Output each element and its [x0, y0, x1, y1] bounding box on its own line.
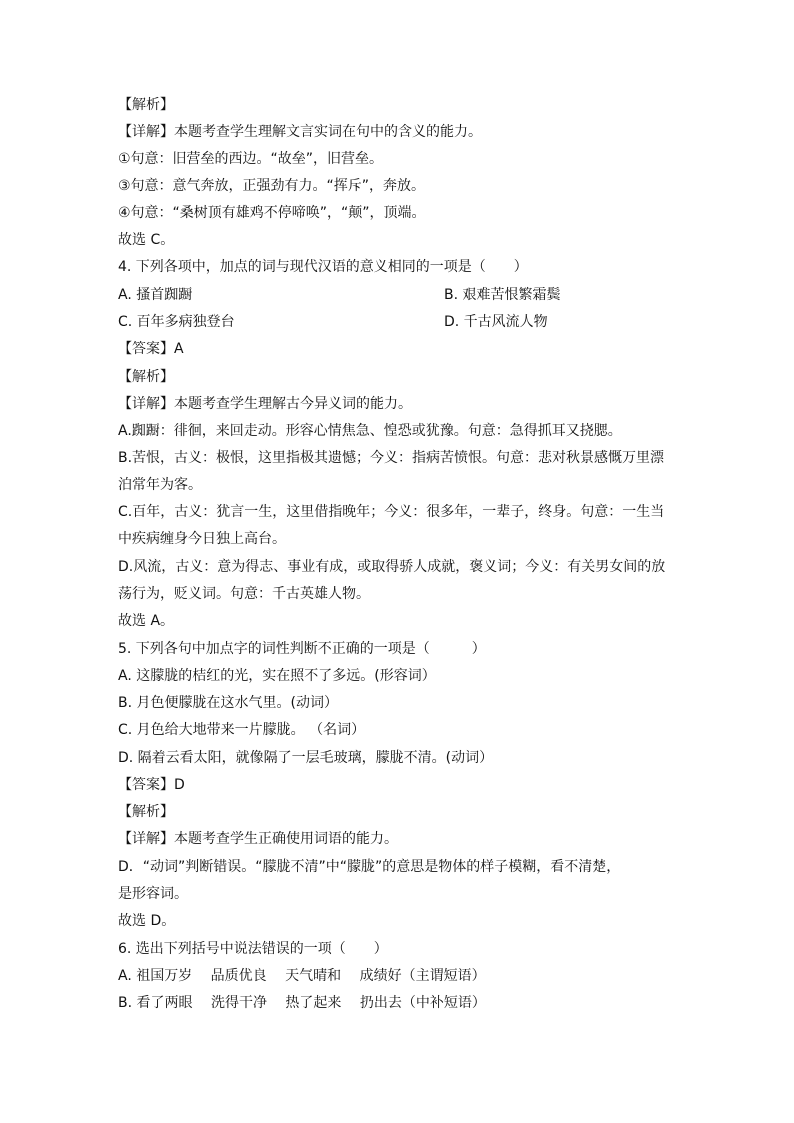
q4-option-c: C. 百年多病独登台: [118, 314, 235, 330]
analysis-heading: 【解析】: [118, 804, 174, 820]
text-line: D．“动词”判断错误。“朦胧不清”中“朦胧”的意思是物体的样子模糊，看不清楚，: [118, 859, 621, 875]
q4-option-a: A. 搔首踟蹰: [118, 287, 193, 303]
answer-line: 【答案】A: [118, 341, 184, 357]
q6-option-a: A. 祖国万岁 品质优良 天气晴和 成绩好（主谓短语）: [118, 968, 486, 984]
q5-option-a: A. 这朦胧的桔红的光，实在照不了多远。(形容词）: [118, 668, 436, 684]
question-5: 5. 下列各句中加点字的词性判断不正确的一项是（ ）: [118, 641, 486, 657]
text-line: 是形容词。: [118, 886, 188, 902]
q5-option-d: D. 隔着云看太阳，就像隔了一层毛玻璃，朦胧不清。(动词）: [118, 750, 494, 766]
text-line: ④句意：“桑树顶有雄鸡不停啼唤”，“颠”，顶端。: [118, 205, 426, 221]
question-6: 6. 选出下列括号中说法错误的一项（ ）: [118, 941, 388, 957]
q6-option-b: B. 看了两眼 洗得干净 热了起来 扔出去（中补短语）: [118, 995, 486, 1011]
question-4: 4. 下列各项中，加点的词与现代汉语的意义相同的一项是（ ）: [118, 259, 528, 275]
q4-option-b: B. 艰难苦恨繁霜鬓: [444, 287, 561, 303]
q4-option-d: D. 千古风流人物: [444, 314, 548, 330]
conclusion-line: 故选 D。: [118, 913, 176, 929]
analysis-heading: 【解析】: [118, 369, 174, 385]
text-line: ①句意：旧营垒的西边。“故垒”，旧营垒。: [118, 151, 384, 167]
text-line: ③句意：意气奔放，正强劲有力。“挥斥”，奔放。: [118, 178, 426, 194]
analysis-heading: 【解析】: [118, 97, 174, 113]
conclusion-line: 故选 A。: [118, 613, 175, 629]
text-line: A.踟蹰：徘徊，来回走动。形容心情焦急、惶恐或犹豫。句意：急得抓耳又挠腮。: [118, 423, 622, 439]
q5-option-b: B. 月色便朦胧在这水气里。(动词）: [118, 695, 338, 711]
text-line: C.百年，古义：犹言一生，这里借指晚年；今义：很多年，一辈子，终身。句意：一生当: [118, 504, 665, 520]
text-line: 中疾病缠身今日独上高台。: [118, 531, 286, 547]
text-line: 泊常年为客。: [118, 477, 202, 493]
text-line: 荡行为，贬义词。句意：千古英雄人物。: [118, 586, 370, 602]
answer-line: 【答案】D: [118, 777, 185, 793]
detail-paragraph: 【详解】本题考查学生理解文言实词在句中的含义的能力。: [118, 124, 482, 140]
q5-option-c: C. 月色给大地带来一片朦胧。 （名词）: [118, 722, 366, 738]
text-line: B.苦恨，古义：极恨，这里指极其遗憾；今义：指病苦愤恨。句意：悲对秋景感慨万里漂: [118, 450, 665, 466]
text-line: D.风流，古义：意为得志、事业有成，或取得骄人成就，褒义词；今义：有关男女间的放: [118, 559, 666, 575]
detail-paragraph: 【详解】本题考查学生正确使用词语的能力。: [118, 831, 398, 847]
detail-paragraph: 【详解】本题考查学生理解古今异义词的能力。: [118, 396, 412, 412]
conclusion-line: 故选 C。: [118, 232, 175, 248]
